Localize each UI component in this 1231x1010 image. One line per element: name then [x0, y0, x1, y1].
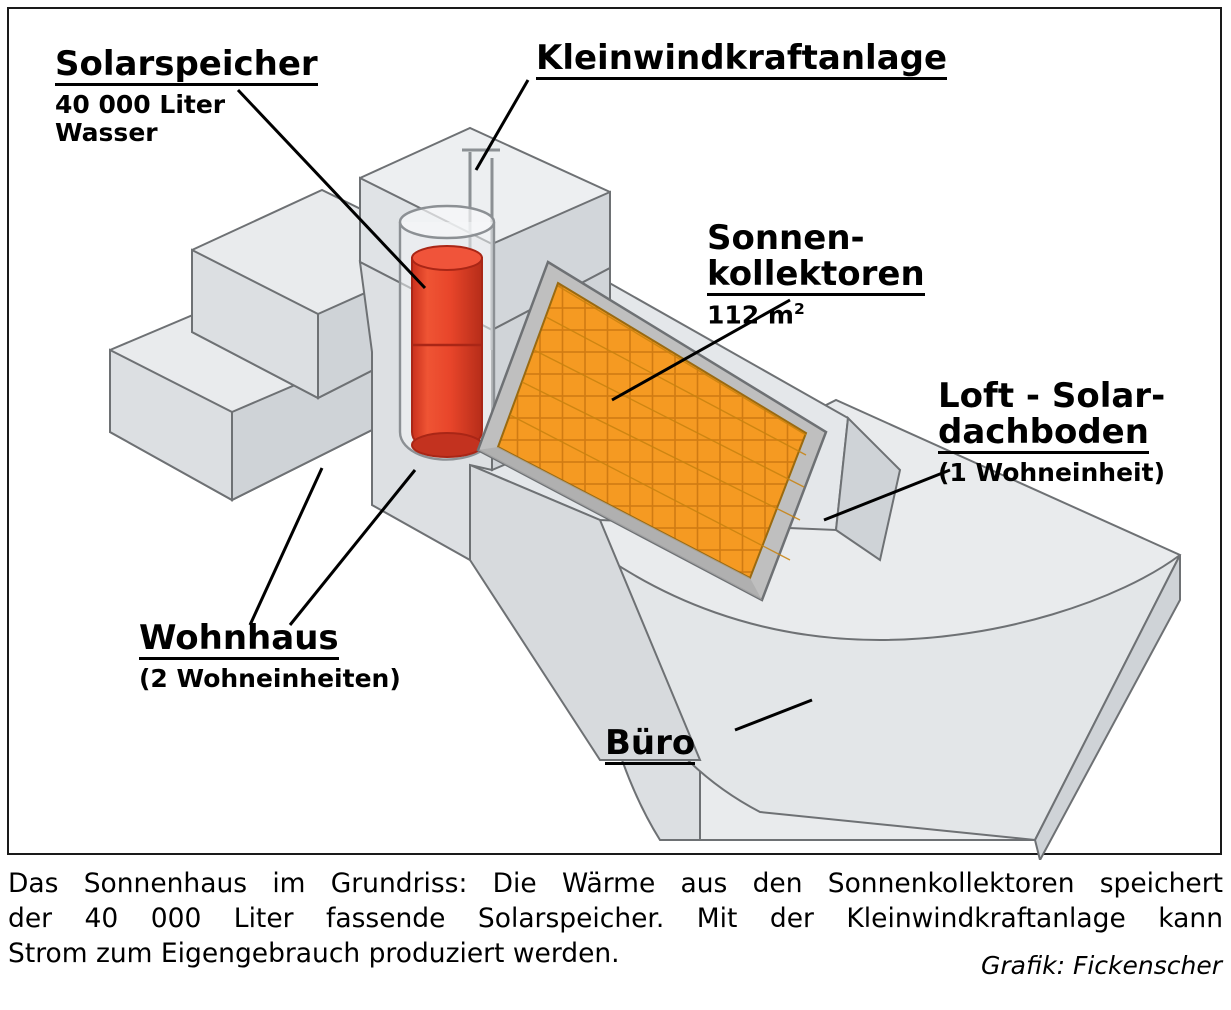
label-buero	[605, 725, 695, 765]
label-sonnenkollektoren	[707, 220, 925, 329]
label-kleinwindkraftanlage-text: Kleinwindkraftanlage	[536, 40, 947, 80]
label-wohnhaus	[139, 620, 401, 693]
caption-line-3: Strom zum Eigengebrauch produziert werden.	[8, 938, 620, 970]
label-solarspeicher-sub: 40 000 Liter Wasser	[55, 90, 226, 148]
label-sonnenkollektoren-line2: kollektoren	[707, 256, 925, 296]
label-solarspeicher-text: Solarspeicher	[55, 46, 318, 86]
label-sonnenkollektoren-line1: Sonnen-	[707, 218, 865, 258]
caption-line-2: der 40 000 Liter fassende Solarspeicher. Mit der Kleinwindkraftanlage kann	[8, 903, 1223, 935]
label-wohnhaus-sub: (2 Wohneinheiten)	[139, 664, 401, 694]
solar-storage-tank	[412, 246, 482, 457]
label-buero-text: Büro	[605, 725, 695, 765]
label-wohnhaus-text: Wohnhaus	[139, 620, 339, 660]
label-loft-line2: dachboden	[938, 414, 1149, 454]
label-kleinwindkraftanlage	[536, 40, 947, 80]
label-loft-line1: Loft - Solar-	[938, 376, 1166, 416]
caption-line-1: Das Sonnenhaus im Grundriss: Die Wärme aus den Sonnenkollektoren speichert	[8, 868, 1223, 899]
label-loft-solardachboden	[938, 378, 1165, 487]
label-loft-sub: (1 Wohneinheit)	[938, 458, 1166, 488]
label-sonnenkollektoren-sub: 112 $m^2$	[707, 300, 805, 330]
credit: Grafik: Fickenscher	[980, 951, 1222, 980]
label-solarspeicher	[55, 46, 318, 147]
